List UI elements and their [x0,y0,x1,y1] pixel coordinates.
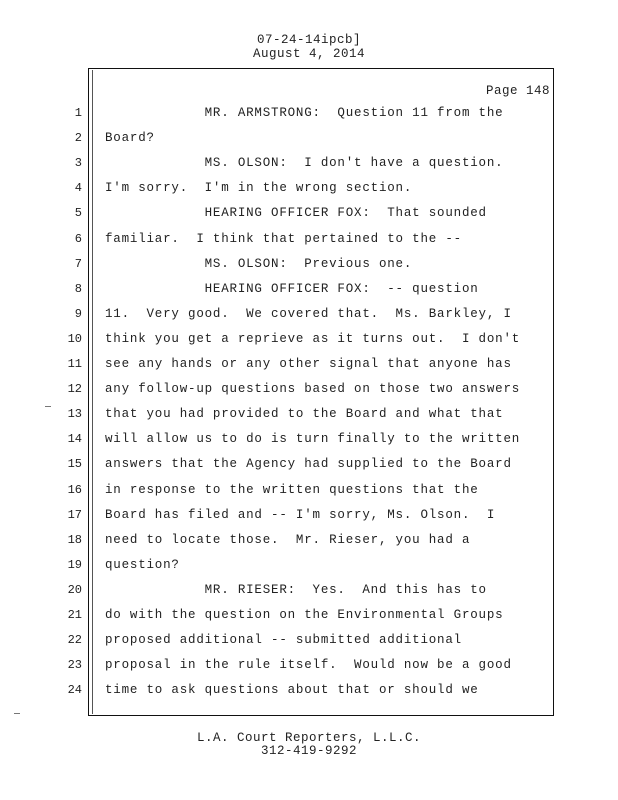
line-number: 11 [67,357,82,371]
line-text: do with the question on the Environmental Groups [105,608,504,622]
transcript-line [0,332,618,354]
transcript-line [0,181,618,203]
line-text: see any hands or any other signal that anyone has [105,357,512,371]
line-number: 20 [67,582,82,597]
transcript-line [0,558,618,580]
transcript-line [0,257,618,279]
line-number: 1 [74,106,82,120]
line-number: 6 [74,231,82,246]
line-text: any follow-up questions based on those two answers [105,382,521,397]
scan-mark [45,406,51,407]
line-text: I'm sorry. I'm in the wrong section. [105,181,413,196]
line-number: 2 [74,131,82,146]
transcript-line [0,508,618,530]
transcript-line [0,206,618,228]
transcript-line [0,131,618,153]
line-text: familiar. I think that pertained to the -- [105,231,462,246]
transcript-line [0,357,618,379]
line-number: 13 [67,407,82,422]
line-text: proposal in the rule itself. Would now be a good [105,658,512,673]
line-text: time to ask questions about that or should we [105,683,479,698]
line-number: 9 [74,306,82,321]
transcript-line [0,156,618,178]
line-number: 21 [67,608,82,622]
line-text: will allow us to do is turn finally to the written [105,432,521,447]
footer-reporter-name: L.A. Court Reporters, L.L.C. [196,731,422,745]
line-text: Board has filed and -- I'm sorry, Ms. Olson. I [105,507,496,522]
line-number: 18 [67,532,82,547]
transcript-line [0,658,618,680]
page-number: Page 148 [485,84,550,98]
transcript-line [0,583,618,605]
line-text: Board? [105,131,155,146]
line-text: 11. Very good. We covered that. Ms. Barkley, I [105,306,512,321]
transcript-line [0,633,618,655]
line-number: 23 [67,658,82,673]
line-number: 5 [74,206,82,221]
line-number: 3 [74,156,82,171]
transcript-line [0,432,618,454]
line-text: need to locate those. Mr. Rieser, you had a [105,532,471,547]
line-text: MR. ARMSTRONG: Question 11 from the [105,106,504,120]
line-number: 7 [74,256,82,271]
transcript-line [0,533,618,555]
transcript-line [0,683,618,705]
line-text: HEARING OFFICER FOX: That sounded [105,206,487,221]
line-text: in response to the written questions that the [105,482,479,497]
line-number: 8 [74,281,82,296]
line-text: MR. RIESER: Yes. And this has to [105,582,487,597]
line-number: 22 [67,633,82,648]
line-number: 15 [67,457,82,472]
line-text: MS. OLSON: Previous one. [105,256,413,271]
line-number: 16 [67,482,82,497]
line-number: 4 [74,181,82,196]
line-number: 17 [67,507,82,522]
line-number: 24 [67,683,82,698]
transcript-line [0,407,618,429]
header-case-id: 07-24-14ipcb] [256,33,362,47]
line-text: HEARING OFFICER FOX: -- question [105,281,479,296]
line-number: 19 [67,557,82,572]
transcript-line [0,382,618,404]
transcript-line [0,106,618,128]
line-number: 10 [67,331,82,346]
line-text: question? [105,557,180,572]
line-number: 12 [67,382,82,397]
line-text: that you had provided to the Board and what that [105,407,504,422]
transcript-line [0,232,618,254]
transcript-line [0,608,618,630]
scan-mark [14,713,20,714]
footer-phone: 312-419-9292 [260,744,357,758]
line-text: think you get a reprieve as it turns out. I don't [105,331,521,346]
line-text: proposed additional -- submitted additional [105,633,462,648]
line-text: MS. OLSON: I don't have a question. [105,156,504,171]
transcript-line [0,282,618,304]
transcript-line [0,457,618,479]
transcript-line [0,307,618,329]
header-date: August 4, 2014 [252,47,366,61]
line-number: 14 [67,432,82,447]
transcript-line [0,483,618,505]
line-text: answers that the Agency had supplied to the Board [105,457,512,472]
